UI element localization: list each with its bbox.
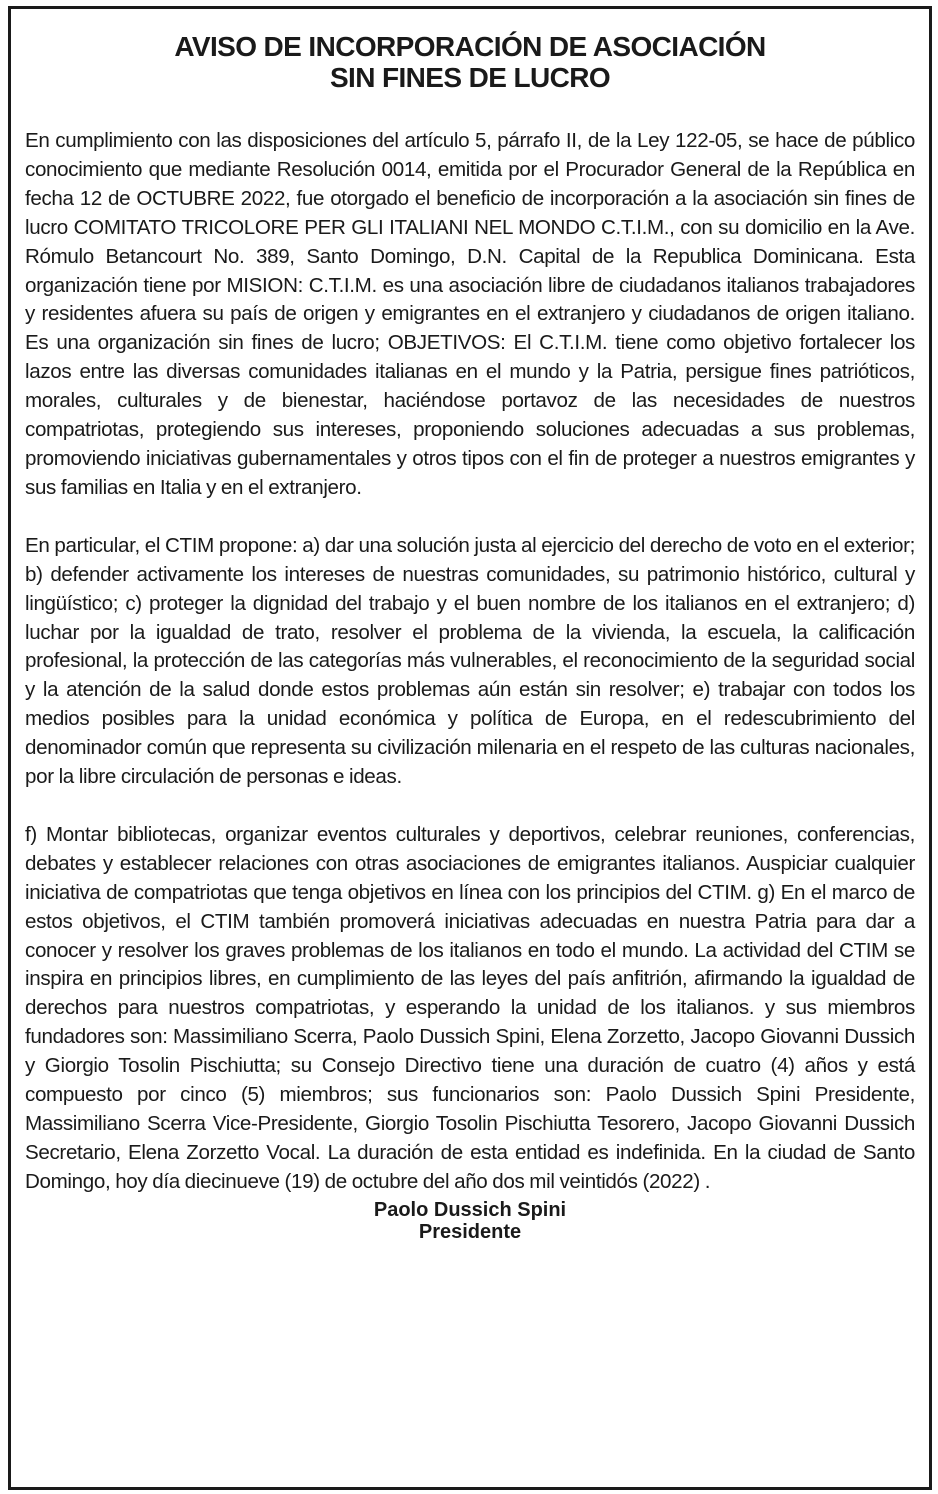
paragraph-proposals: En particular, el CTIM propone: a) dar una solución justa al ejercicio del derecho de voto en el exterior; b) defender activamente los intereses de nuestras comunidades, su patrimonio histórico, cultural y lingüístico; c) proteger la dignidad del trabajo y el buen nombre de los italianos en el extranjero; d) luchar por la igualdad de trato, resolver el problema de la vivienda, la escuela, la calificación profesional, la protección de las categorías más vulnerables, el reconocimiento de la seguridad social y la atención de la salud donde estos problemas aún están sin resolver; e) trabajar con todos los medios posibles para la unidad económica y política de Europa, en el redescubrimiento del denominador común que representa su civilización milenaria en el respeto de las culturas nacionales, por la libre circulación de personas e ideas.: [25, 533, 915, 789]
signature-name: Paolo Dussich Spini: [373, 1198, 567, 1221]
notice-body: [25, 127, 915, 1197]
paragraph-mission: En cumplimiento con las disposiciones del artículo 5, párrafo II, de la Ley 122-05, se hace de público conocimiento que mediante Resolución 0014, emitida por el Procurador General de la República en fecha 12 de OCTUBRE 2022, fue otorgado el beneficio de incorporación a la asociación sin fines de lucro COMITATO TRICOLORE PER GLI ITALIANI NEL MONDO C.T.I.M., con su domicilio en la Ave. Rómulo Betancourt No. 389, Santo Domingo, D.N. Capital de la Republica Dominicana. Esta organización tiene por MISION: C.T.I.M. es una asociación libre de ciudadanos italianos trabajadores y residentes afuera su país de origen y emigrantes en el extranjero y ciudadanos de origen italiano. Es una organización sin fines de lucro; OBJETIVOS: El C.T.I.M. tiene como objetivo fortalecer los lazos entre las diversas comunidades italianas en el mundo y la Patria, persigue fines patrióticos, morales, culturales y de bienestar, haciéndose portavoz de las necesidades de nuestros compatriotas, protegiendo sus intereses, proponiendo soluciones adecuadas a sus problemas, promoviendo iniciativas gubernamentales y otros tipos con el fin de proteger a nuestros emigrantes y sus familias en Italia y en el extranjero.: [25, 129, 915, 499]
signature-role: Presidente: [418, 1220, 522, 1243]
signature-block: [25, 1199, 915, 1243]
title-line-1: AVISO DE INCORPORACIÓN DE ASOCIACIÓN: [174, 31, 766, 62]
title-line-2: SIN FINES DE LUCRO: [329, 62, 611, 93]
notice-title: [25, 31, 915, 93]
paragraph-activities: f) Montar bibliotecas, organizar eventos culturales y deportivos, celebrar reuniones, conferencias, debates y establecer relaciones con otras asociaciones de emigrantes italianos. Auspiciar cualquier iniciativa de compatriotas que tenga objetivos en línea con los principios del CTIM. g) En el marco de estos objetivos, el CTIM también promoverá iniciativas adecuadas en nuestra Patria para dar a conocer y resolver los graves problemas de los italianos en todo el mundo. La actividad del CTIM se inspira en principios libres, en cumplimiento de las leyes del país anfitrión, afirmando la igualdad de derechos para nuestros compatriotas, y esperando la unidad de los italianos. y sus miembros fundadores son: Massimiliano Scerra, Paolo Dussich Spini, Elena Zorzetto, Jacopo Giovanni Dussich y Giorgio Tosolin Pischiutta; su Consejo Directivo tiene una duración de cuatro (4) años y está compuesto por cinco (5) miembros; sus funcionarios son: Paolo Dussich Spini Presidente, Massimiliano Scerra Vice-Presidente, Giorgio Tosolin Pischiutta Tesorero, Jacopo Giovanni Dussich Secretario, Elena Zorzetto Vocal. La duración de esta entidad es indefinida. En la ciudad de Santo Domingo, hoy día diecinueve (19) de octubre del año dos mil veintidós (2022) .: [25, 822, 915, 1193]
notice-frame: [8, 6, 932, 1490]
